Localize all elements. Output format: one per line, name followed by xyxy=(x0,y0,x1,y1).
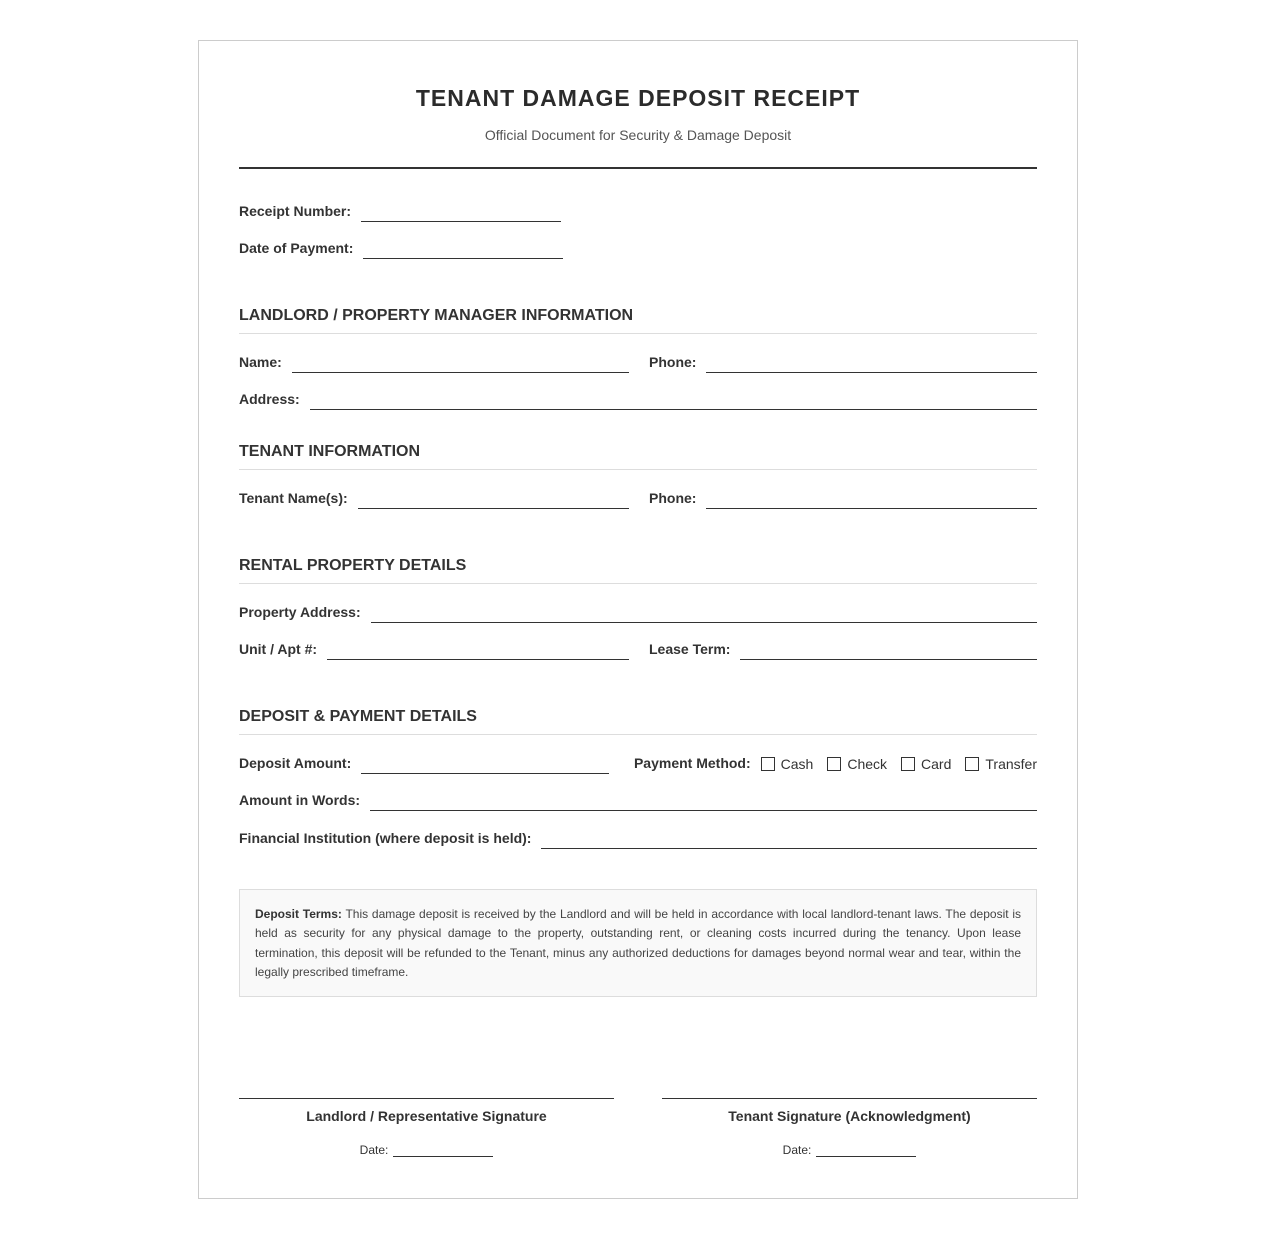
tenant-date-field[interactable] xyxy=(816,1142,916,1157)
deposit-amount-label: Deposit Amount: xyxy=(239,755,352,771)
landlord-name-phone-row xyxy=(239,351,1037,373)
landlord-phone-field[interactable] xyxy=(706,354,1037,373)
deposit-section-title: DEPOSIT & PAYMENT DETAILS xyxy=(239,708,1037,735)
tenant-names-field[interactable] xyxy=(358,490,629,509)
tenant-signature-date xyxy=(662,1142,1037,1157)
property-section-title: RENTAL PROPERTY DETAILS xyxy=(239,557,1037,584)
header-divider xyxy=(239,167,1037,169)
payment-method-label: Payment Method: xyxy=(633,755,751,771)
landlord-address-label: Address: xyxy=(239,391,300,407)
check-checkbox[interactable] xyxy=(827,757,841,771)
card-label: Card xyxy=(921,756,952,772)
amount-in-words-row xyxy=(239,789,1037,811)
transfer-label: Transfer xyxy=(985,756,1037,772)
transfer-checkbox[interactable] xyxy=(965,757,979,771)
unit-lease-row xyxy=(239,638,1037,660)
landlord-date-field[interactable] xyxy=(393,1142,493,1157)
landlord-name-label: Name: xyxy=(239,354,282,370)
tenant-signature-label: Tenant Signature (Acknowledgment) xyxy=(728,1108,971,1124)
property-address-field[interactable] xyxy=(371,604,1037,623)
lease-term-label: Lease Term: xyxy=(649,641,731,657)
landlord-phone-label: Phone: xyxy=(649,354,697,370)
tenant-name-phone-row xyxy=(239,487,1037,509)
landlord-signature-label: Landlord / Representative Signature xyxy=(306,1108,547,1124)
payment-option-transfer[interactable] xyxy=(965,756,1037,772)
document-content xyxy=(239,41,1037,1198)
landlord-date-label: Date: xyxy=(359,1143,389,1157)
receipt-document xyxy=(198,40,1078,1199)
cash-label: Cash xyxy=(780,756,814,772)
receipt-number-field[interactable] xyxy=(361,203,561,222)
landlord-signature-block xyxy=(239,1098,614,1157)
payment-method-options xyxy=(751,756,1037,774)
receipt-number-label: Receipt Number: xyxy=(239,203,352,219)
receipt-number-row xyxy=(239,200,561,222)
amount-in-words-label: Amount in Words: xyxy=(239,792,361,808)
landlord-signature-line[interactable] xyxy=(239,1098,614,1099)
financial-institution-field[interactable] xyxy=(541,830,1037,849)
date-of-payment-row xyxy=(239,237,563,259)
payment-option-check[interactable] xyxy=(827,756,887,772)
deposit-terms-heading: Deposit Terms: xyxy=(255,907,342,921)
deposit-terms-box xyxy=(239,889,1037,997)
check-label: Check xyxy=(847,756,888,772)
property-address-row xyxy=(239,601,1037,623)
tenant-section-title: TENANT INFORMATION xyxy=(239,443,1037,470)
unit-field[interactable] xyxy=(327,641,629,660)
landlord-signature-date xyxy=(239,1142,614,1157)
document-subtitle: Official Document for Security & Damage Deposit xyxy=(484,127,792,143)
landlord-address-field[interactable] xyxy=(310,391,1037,410)
landlord-name-field[interactable] xyxy=(292,354,629,373)
tenant-signature-block xyxy=(662,1098,1037,1157)
payment-option-cash[interactable] xyxy=(761,756,814,772)
lease-term-field[interactable] xyxy=(740,641,1037,660)
unit-label: Unit / Apt #: xyxy=(239,641,318,657)
tenant-signature-line[interactable] xyxy=(662,1098,1037,1099)
date-of-payment-label: Date of Payment: xyxy=(239,240,354,256)
financial-institution-label: Financial Institution (where deposit is held): xyxy=(239,830,532,846)
tenant-date-label: Date: xyxy=(782,1143,812,1157)
card-checkbox[interactable] xyxy=(901,757,915,771)
financial-institution-row xyxy=(239,827,1037,849)
deposit-terms-text: This damage deposit is received by the Landlord and will be held in accordance with local landlord-tenant laws. The deposit is held as security for any physical damage to the property, outstanding rent, or cleaning costs incurred during the tenancy. Upon lease termination, this deposit will be refunded to the Tenant, minus any authorized deductions for damages beyond normal wear and tear, within the legally prescribed timeframe. xyxy=(255,907,1021,979)
payment-option-card[interactable] xyxy=(901,756,951,772)
tenant-phone-label: Phone: xyxy=(649,490,697,506)
document-title: TENANT DAMAGE DEPOSIT RECEIPT xyxy=(415,85,861,111)
deposit-amount-field[interactable] xyxy=(361,755,609,774)
tenant-phone-field[interactable] xyxy=(706,490,1037,509)
landlord-address-row xyxy=(239,388,1037,410)
landlord-section-title: LANDLORD / PROPERTY MANAGER INFORMATION xyxy=(239,307,1037,334)
tenant-names-label: Tenant Name(s): xyxy=(239,490,348,506)
date-of-payment-field[interactable] xyxy=(363,240,563,259)
amount-in-words-field[interactable] xyxy=(370,792,1037,811)
cash-checkbox[interactable] xyxy=(761,757,775,771)
deposit-amount-method-row xyxy=(239,752,1037,774)
property-address-label: Property Address: xyxy=(239,604,361,620)
